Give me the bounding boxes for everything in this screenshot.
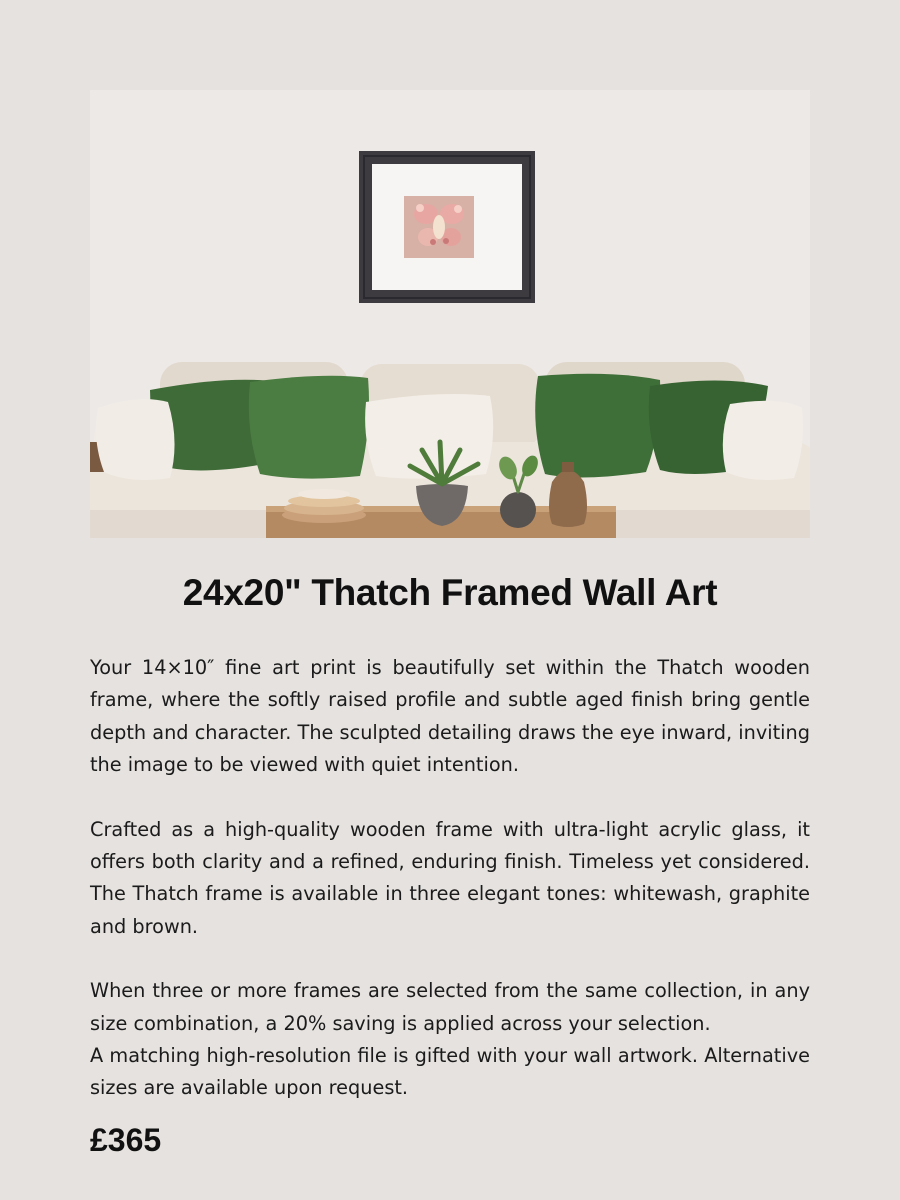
product-image xyxy=(90,90,810,538)
description-paragraph: Your 14×10″ fine art print is beautifully set within the Thatch wooden frame, where the softly raised profile and subtle aged finish bring gentle depth and character. The sculpted detailing draws the eye inward, inviting the image to be viewed with quiet intention. xyxy=(90,656,810,777)
framed-artwork xyxy=(359,151,535,303)
product-title: 24x20" Thatch Framed Wall Art xyxy=(182,572,718,613)
description-paragraph: Crafted as a high-quality wooden frame with ultra-light acrylic glass, it offers both clarity and a refined, enduring finish. Timeless yet considered. The Thatch frame is available in three elegant tones: whitewash, graphite and brown. xyxy=(90,817,810,938)
product-price: £365 xyxy=(90,1122,162,1158)
product-description xyxy=(90,652,810,1105)
description-paragraph: A matching high-resolution file is gifted with your wall artwork. Alternative sizes are available upon request. xyxy=(90,1044,810,1100)
description-paragraph: When three or more frames are selected from the same collection, in any size combination, a 20% saving is applied across your selection. xyxy=(90,979,810,1035)
